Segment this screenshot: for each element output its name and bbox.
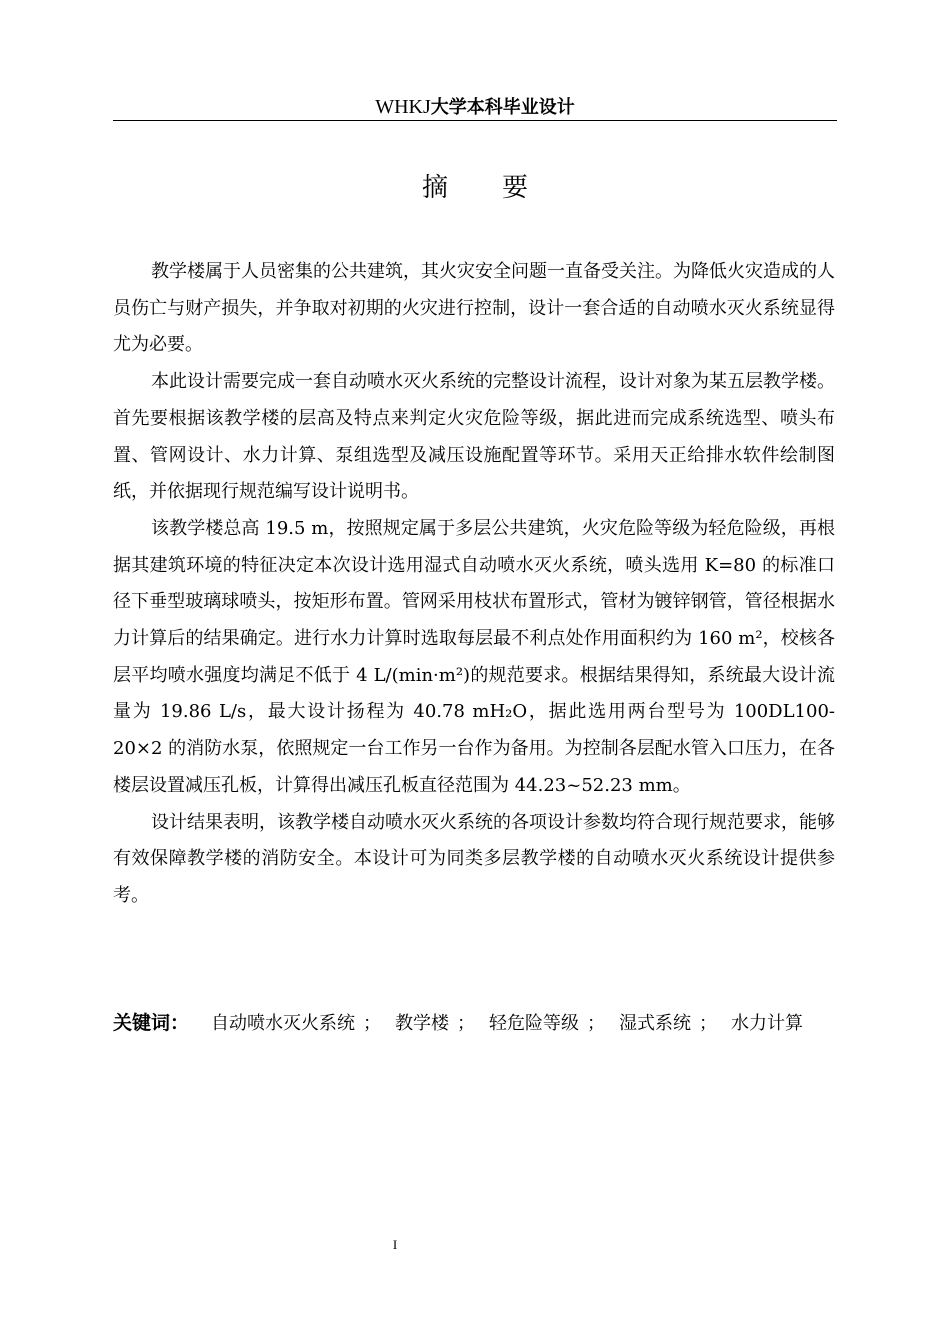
header-title: 大学本科毕业设计 [430,97,575,118]
keywords-label: 关键词： [113,1012,190,1034]
abstract-paragraph-2: 本此设计需要完成一套自动喷水灭火系统的完整设计流程，设计对象为某五层教学楼。首先要根据该教学楼的层高及特点来判定火灾危险等级，据此进而完成系统选型、喷头布置、管网设计、水力计算、泵组选型及减压设施配置等环节。采用天正给排水软件绘制图纸，并依据现行规范编写设计说明书。 [113,371,835,503]
keyword-item: 湿式系统 [619,1013,692,1034]
keyword-separator: ； [587,1013,606,1034]
keyword-separator: ； [457,1013,476,1034]
keyword-item: 自动喷水灭火系统 [211,1013,356,1034]
keyword-item: 水力计算 [731,1013,804,1034]
keyword-item: 教学楼 [395,1013,450,1034]
abstract-paragraph-4: 设计结果表明，该教学楼自动喷水灭火系统的各项设计参数均符合现行规范要求，能够有效保障教学楼的消防安全。本设计可为同类多层教学楼的自动喷水灭火系统设计提供参考。 [113,811,835,906]
keywords-line [113,1005,837,1042]
page-header [113,94,837,120]
page-number: I [392,1237,398,1252]
keyword-item: 轻危险等级 [489,1013,580,1034]
header-prefix: WHKJ [375,96,431,118]
keyword-separator: ； [699,1013,718,1034]
abstract-title: 摘要 [421,173,582,203]
keyword-separator: ； [363,1013,382,1034]
header-divider [113,120,837,121]
abstract-paragraph-3: 该教学楼总高 19.5 m，按照规定属于多层公共建筑，火灾危险等级为轻危险级，再根据其建筑环境的特征决定本次设计选用湿式自动喷水灭火系统，喷头选用 K=80 的标准口径下垂型玻璃球喷头，按矩形布置。管网采用枝状布置形式，管材为镀锌钢管，管径根据水力计算后的结果确定。进行水力计算时选取每层最不利点处作用面积约为 160 m²，校核各层平均喷水强度均满足不低于 4 L/(min·m²)的规范要求。根据结果得知，系统最大设计流量为 19.86 L/s，最大设计扬程为 40.78 mH₂O，据此选用两台型号为 100DL100-20×2 的消防水泵，依照规定一台工作另一台作为备用。为控制各层配水管入口压力，在各楼层设置减压孔板，计算得出减压孔板直径范围为 44.23~52.23 mm。 [113,517,835,796]
abstract-paragraph-1: 教学楼属于人员密集的公共建筑，其火灾安全问题一直备受关注。为降低火灾造成的人员伤亡与财产损失，并争取对初期的火灾进行控制，设计一套合适的自动喷水灭火系统显得尤为必要。 [113,261,835,356]
abstract-body [113,254,835,915]
